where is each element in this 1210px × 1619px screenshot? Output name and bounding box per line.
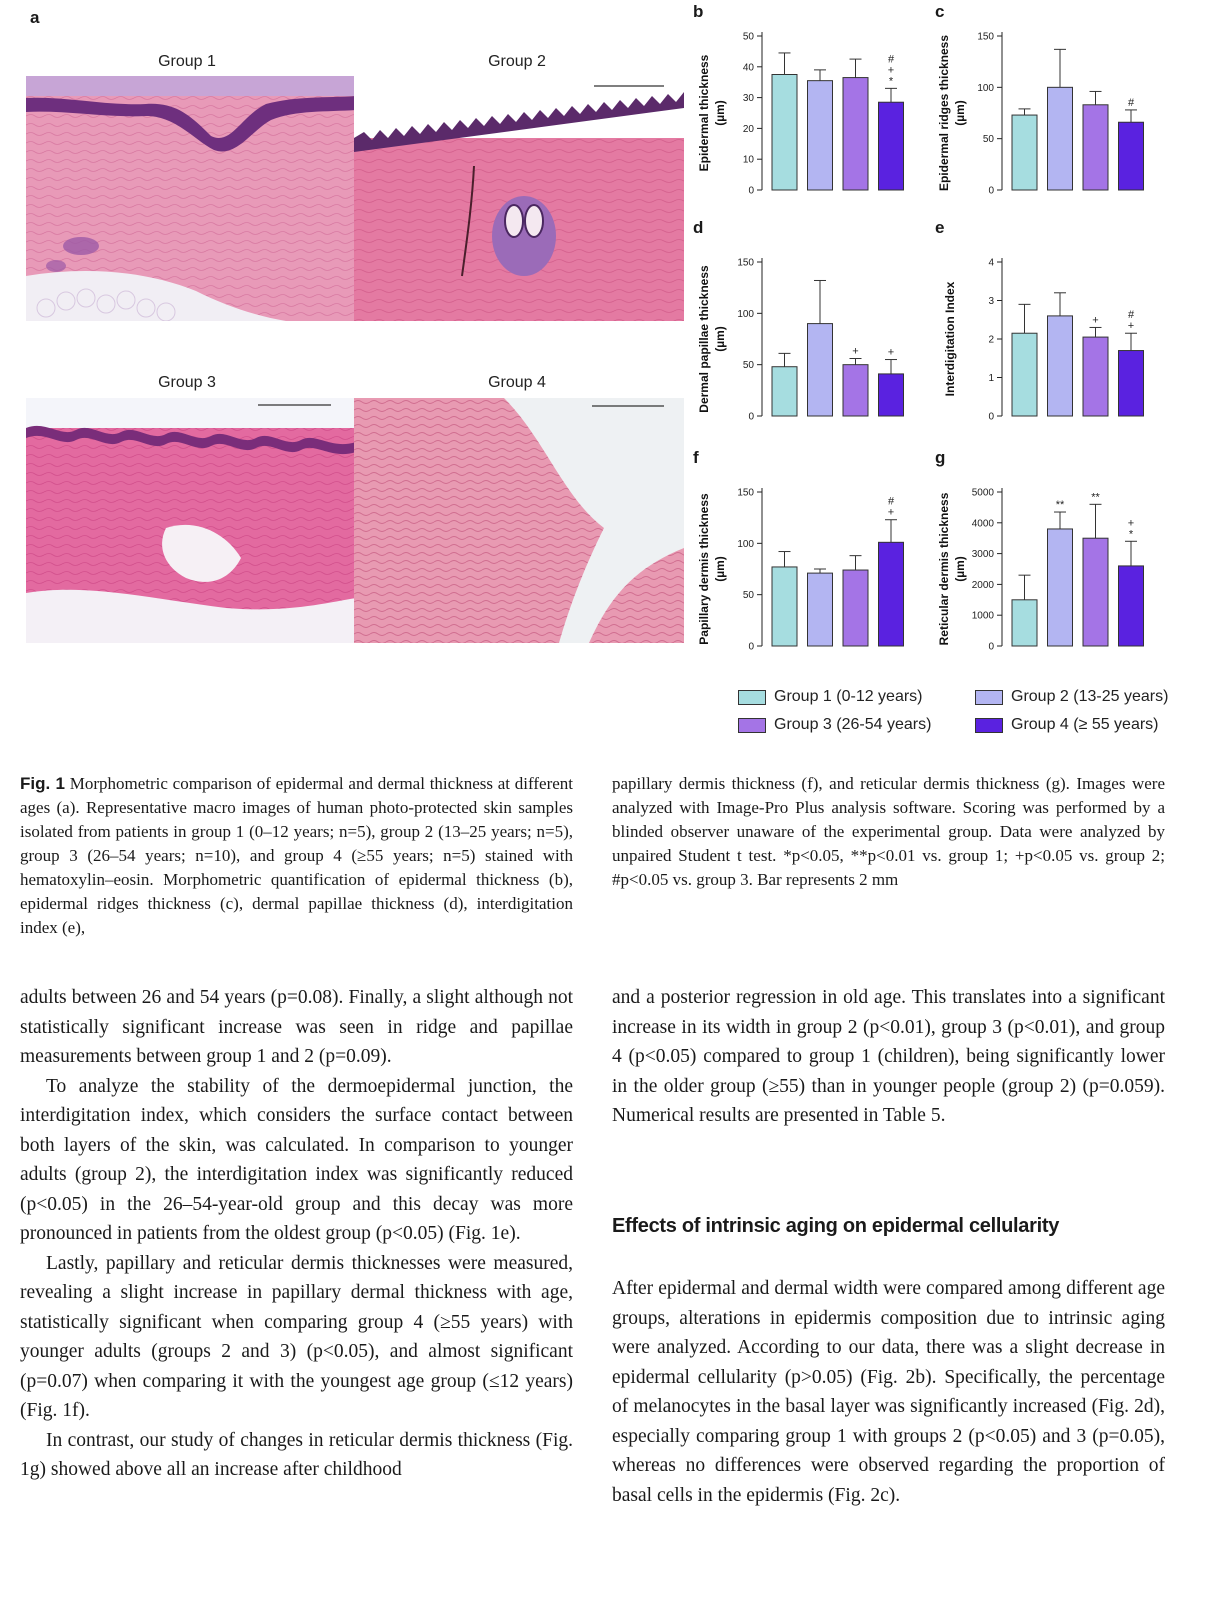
- y-axis-label: Epidermal ridges thickness: [937, 34, 951, 192]
- y-tick-label: 0: [748, 411, 754, 423]
- bar-1: [1012, 115, 1037, 190]
- bar-4: [1119, 566, 1144, 646]
- y-tick-label: 4: [988, 257, 994, 269]
- y-tick-label: 50: [742, 360, 754, 372]
- bar-1: [772, 75, 797, 191]
- significance-marker: #: [887, 495, 895, 508]
- bar-1: [772, 567, 797, 646]
- significance-marker: +: [887, 506, 895, 519]
- bar-1: [1012, 333, 1037, 416]
- panel-letter-g: g: [935, 448, 946, 467]
- y-axis-label: (µm): [713, 326, 727, 352]
- panel-letter-a: a: [30, 8, 40, 27]
- bar-3: [843, 365, 868, 416]
- figure-caption-left: [20, 772, 573, 940]
- legend-swatch: [738, 690, 766, 705]
- chart-dermal-papillae-thickness: [690, 248, 920, 428]
- bar-2: [1048, 87, 1073, 190]
- significance-marker: +: [887, 346, 895, 359]
- y-axis-label: (µm): [953, 556, 967, 582]
- figure-caption-text-1: Morphometric comparison of epidermal and dermal thickness at different ages (a). Representative macro images of human photo-protected skin samples isolated from patients in group 1 (0–12 years; n=5), group 2 (13–25 years; n=5), group 3 (26–54 years; n=10), and group 4 (≥55 years; n=5) stained with hematoxylin–eosin. Morphometric quantification of epidermal thickness (b), epidermal ridges thickness (c), dermal papillae thickness (d), interdigitation index (e),: [20, 774, 573, 937]
- bar-3: [1083, 538, 1108, 646]
- y-axis-label: Epidermal thickness: [697, 54, 711, 172]
- y-axis-label: Dermal papillae thickness: [697, 265, 711, 413]
- chart-reticular-dermis-thickness: [930, 478, 1160, 658]
- micrograph-group-3: [26, 398, 356, 643]
- bar-4: [879, 102, 904, 190]
- y-axis-label: (µm): [713, 100, 727, 126]
- figure-caption-label: Fig. 1: [20, 774, 65, 793]
- significance-marker: +: [1127, 517, 1135, 530]
- bar-2: [1048, 316, 1073, 416]
- paragraph: Lastly, papillary and reticular dermis thicknesses were measured, revealing a slight increase in papillary dermal thickness with age, statistically significant when comparing group 4 (≥55 years) with younger adults (groups 2 and 3) (p<0.05), and almost significant (p=0.07) when comparing it with the youngest age group (≤12 years) (Fig. 1f).: [20, 1252, 573, 1421]
- significance-marker: *: [888, 75, 894, 88]
- y-tick-label: 100: [737, 308, 754, 320]
- micrograph-group-2: [354, 76, 684, 321]
- legend-swatch: [738, 718, 766, 733]
- paragraph: adults between 26 and 54 years (p=0.08). Finally, a slight although not statistically significant increase was seen in ridge and papillae measurements between group 1 and 2 (p=0.09).: [20, 987, 573, 1067]
- bar-4: [879, 542, 904, 646]
- y-tick-label: 5000: [971, 487, 994, 499]
- y-tick-label: 1: [988, 373, 994, 384]
- chart-interdigitation-index: [930, 248, 1160, 428]
- y-tick-label: 50: [982, 134, 994, 146]
- bar-3: [843, 78, 868, 190]
- y-tick-label: 150: [977, 31, 994, 43]
- y-tick-label: 20: [742, 123, 754, 135]
- y-tick-label: 4000: [971, 518, 994, 530]
- y-tick-label: 100: [737, 538, 754, 550]
- bar-1: [772, 367, 797, 416]
- legend-label: Group 1 (0-12 years): [774, 688, 923, 705]
- significance-marker: +: [1127, 320, 1135, 333]
- body-column-right-bottom: [612, 1274, 1165, 1510]
- chart-epidermal-thickness: [690, 22, 920, 202]
- chart-papillary-dermis-thickness: [690, 478, 920, 658]
- y-tick-label: 3000: [971, 549, 994, 561]
- legend-label: Group 2 (13-25 years): [1011, 688, 1169, 705]
- y-tick-label: 0: [988, 185, 994, 197]
- legend-item-group-3: [738, 716, 931, 734]
- section-heading: Effects of intrinsic aging on epidermal cellularity: [612, 1215, 1060, 1237]
- y-axis-label: Papillary dermis thickness: [697, 493, 711, 645]
- significance-marker: #: [1127, 309, 1135, 322]
- y-tick-label: 0: [748, 185, 754, 197]
- micrograph-group-4: [354, 398, 684, 643]
- significance-marker: #: [887, 53, 895, 66]
- bar-2: [1048, 529, 1073, 646]
- significance-marker: +: [1092, 314, 1099, 327]
- body-column-right-top: [612, 983, 1165, 1131]
- panel-letter-d: d: [693, 218, 704, 237]
- legend-label: Group 3 (26-54 years): [774, 716, 932, 733]
- significance-marker: #: [1127, 96, 1135, 109]
- y-tick-label: 0: [988, 411, 994, 423]
- body-column-left: [20, 983, 573, 1485]
- y-tick-label: 30: [742, 93, 754, 105]
- bar-3: [1083, 337, 1108, 416]
- bar-2: [808, 324, 833, 416]
- y-tick-label: 2000: [971, 579, 994, 591]
- y-tick-label: 150: [737, 487, 754, 499]
- y-axis-label: Interdigitation Index: [943, 281, 957, 397]
- panel-letter-b: b: [693, 2, 704, 21]
- paragraph: After epidermal and dermal width were compared among different age groups, alterations in epidermis composition due to intrinsic aging were analyzed. According to our data, there was a slight decrease in epidermal cellularity (p>0.05) (Fig. 2b). Specifically, the percentage of melanocytes in the basal layer was significantly increased (Fig. 2d), especially comparing group 1 with groups 2 (p<0.05) and 3 (p=0.05), whereas no differences were observed regarding the proportion of basal cells in the epidermis (Fig. 2c).: [612, 1278, 1165, 1506]
- significance-marker: +: [852, 345, 859, 358]
- y-tick-label: 0: [748, 641, 754, 653]
- significance-marker: +: [887, 64, 895, 77]
- paragraph: To analyze the stability of the dermoepidermal junction, the interdigitation index, which considers the surface contact between both layers of the skin, was calculated. In comparison to younger adults (group 2), the interdigitation index was significantly reduced (p<0.05) in the 26–54-year-old group and this decay was more pronounced in patients from the oldest group (p<0.05) (Fig. 1e).: [20, 1075, 573, 1244]
- legend-item-group-1: [738, 688, 923, 706]
- y-tick-label: 150: [737, 257, 754, 269]
- paragraph: and a posterior regression in old age. This translates into a significant increase in its width in group 2 (p<0.01), group 3 (p<0.01), and group 4 (p<0.05) compared to group 1 (children), being significantly lower in the older group (≥55) than in younger people (group 2) (p=0.059). Numerical results are presented in Table 5.: [612, 987, 1165, 1126]
- y-tick-label: 10: [742, 154, 754, 166]
- bar-2: [808, 81, 833, 190]
- micrograph-label-group-3: Group 3: [158, 374, 216, 391]
- y-tick-label: 50: [742, 590, 754, 602]
- y-axis-label: (µm): [713, 556, 727, 582]
- bar-4: [1119, 122, 1144, 190]
- y-tick-label: 1000: [971, 610, 994, 622]
- legend-label: Group 4 (≥ 55 years): [1011, 716, 1159, 733]
- y-tick-label: 50: [742, 31, 754, 43]
- micrograph-group-1: [26, 76, 356, 321]
- significance-marker: **: [1055, 499, 1065, 512]
- panel-letter-e: e: [935, 218, 945, 237]
- panel-letter-f: f: [693, 448, 699, 467]
- bar-3: [1083, 105, 1108, 190]
- bar-2: [808, 573, 833, 646]
- legend-item-group-2: [975, 688, 1168, 706]
- y-tick-label: 2: [988, 334, 994, 346]
- y-axis-label: (µm): [953, 100, 967, 126]
- y-tick-label: 0: [988, 641, 994, 653]
- micrograph-label-group-4: Group 4: [488, 374, 546, 391]
- significance-marker: **: [1091, 491, 1100, 504]
- legend-item-group-4: [975, 716, 1159, 734]
- legend-swatch: [975, 690, 1003, 705]
- figure-caption-right: papillary dermis thickness (f), and reticular dermis thickness (g). Images were analyzed with Image-Pro Plus analysis software. Scoring was performed by a blinded observer unaware of the experimental group. Data were analyzed by unpaired Student t test. *p<0.05, **p<0.01 vs. group 1; +p<0.05 vs. group 2; #p<0.05 vs. group 3. Bar represents 2 mm: [612, 774, 1165, 889]
- bar-4: [879, 374, 904, 416]
- micrograph-label-group-1: Group 1: [158, 53, 216, 70]
- significance-marker: *: [1128, 528, 1134, 541]
- bar-1: [1012, 600, 1037, 646]
- panel-letter-c: c: [935, 2, 945, 21]
- bar-4: [1119, 351, 1144, 416]
- y-axis-label: Reticular dermis thickness: [937, 492, 951, 646]
- chart-epidermal-ridges-thickness: [930, 22, 1160, 202]
- y-tick-label: 40: [742, 62, 754, 74]
- legend-swatch: [975, 718, 1003, 733]
- y-tick-label: 100: [977, 82, 994, 94]
- micrograph-label-group-2: Group 2: [488, 53, 546, 70]
- bar-3: [843, 570, 868, 646]
- y-tick-label: 3: [988, 296, 994, 307]
- paragraph: In contrast, our study of changes in reticular dermis thickness (Fig. 1g) showed above all an increase after childhood: [20, 1429, 573, 1480]
